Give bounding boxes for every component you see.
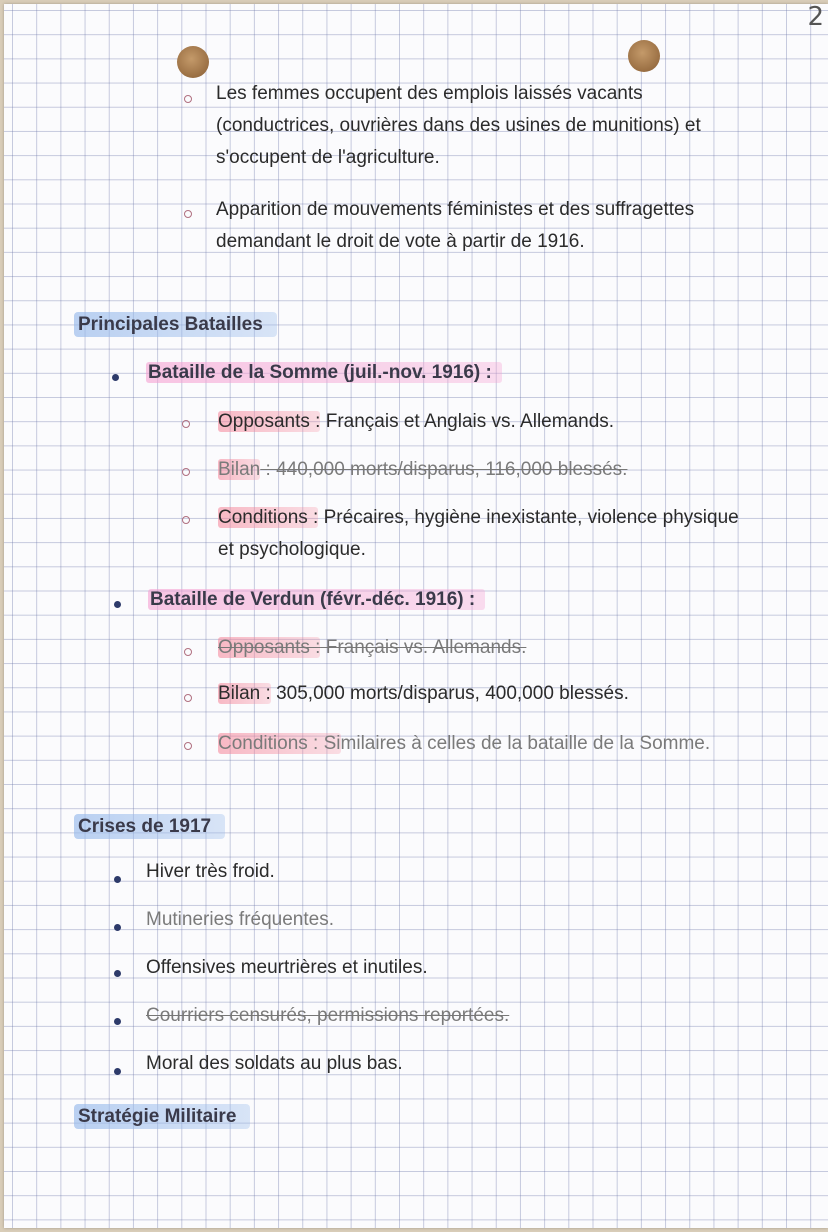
sub-bullet-icon — [184, 694, 192, 702]
somme-bilan: Bilan : 440,000 morts/disparus, 116,000 blessés. — [218, 459, 628, 480]
bullet-icon — [114, 876, 121, 883]
section-heading-crises: Crises de 1917 — [74, 816, 225, 838]
crise-item: Offensives meurtrières et inutiles. — [146, 957, 428, 978]
sub-bullet-icon — [184, 95, 192, 103]
crise-item: Hiver très froid. — [146, 861, 275, 882]
notebook-page — [4, 4, 828, 1228]
intro-item-women: Les femmes occupent des emplois laissés vacants (conductrices, ouvrières dans des usines de munitions) et s'occupent de l'agriculture. — [216, 83, 701, 168]
intro-item-feminists: Apparition de mouvements féministes et des suffragettes demandant le droit de vote à partir de 1916. — [216, 199, 695, 252]
somme-conditions: Conditions : Précaires, hygiène inexistante, violence physique et psychologique. — [218, 507, 739, 560]
bullet-icon — [114, 970, 121, 977]
sub-bullet-icon — [182, 468, 190, 476]
bullet-icon — [114, 1068, 121, 1075]
crise-item: Courriers censurés, permissions reportées. — [146, 1005, 510, 1026]
bullet-icon — [114, 601, 121, 608]
crise-item: Mutineries fréquentes. — [146, 909, 334, 930]
binder-hole-left — [177, 46, 209, 78]
bullet-icon — [114, 1018, 121, 1025]
page-number: 2 — [807, 2, 824, 32]
verdun-opposants: Opposants : Français vs. Allemands. — [218, 637, 527, 658]
crise-item: Moral des soldats au plus bas. — [146, 1053, 403, 1074]
sub-bullet-icon — [182, 516, 190, 524]
verdun-conditions: Conditions : Similaires à celles de la bataille de la Somme. — [218, 733, 711, 754]
bullet-icon — [112, 374, 119, 381]
verdun-bilan: Bilan : 305,000 morts/disparus, 400,000 blessés. — [218, 683, 629, 704]
battle-title-verdun: Bataille de Verdun (févr.-déc. 1916) : — [148, 589, 485, 611]
sub-bullet-icon — [184, 210, 192, 218]
battle-title-somme: Bataille de la Somme (juil.-nov. 1916) : — [146, 362, 502, 384]
section-heading-batailles: Principales Batailles — [74, 314, 277, 336]
sub-bullet-icon — [184, 742, 192, 750]
bullet-icon — [114, 924, 121, 931]
binder-hole-right — [628, 40, 660, 72]
somme-opposants: Opposants : Français et Anglais vs. Allemands. — [218, 411, 615, 432]
section-heading-strategie: Stratégie Militaire — [74, 1106, 250, 1128]
sub-bullet-icon — [184, 648, 192, 656]
sub-bullet-icon — [182, 420, 190, 428]
